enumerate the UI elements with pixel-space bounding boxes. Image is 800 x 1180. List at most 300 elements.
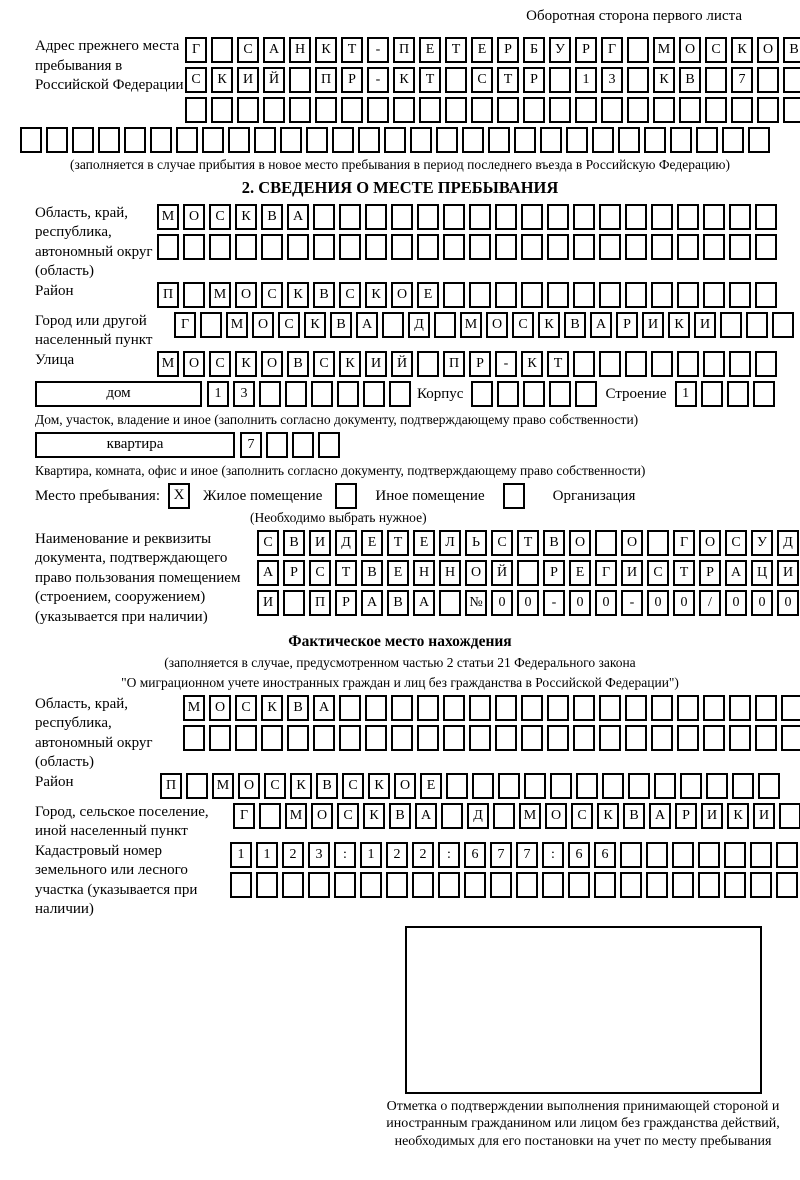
char-cell[interactable]: М [653, 37, 675, 63]
char-cell[interactable]: А [356, 312, 378, 338]
char-cell[interactable]: Т [387, 530, 409, 556]
char-cell[interactable]: : [334, 842, 356, 868]
char-cell[interactable] [495, 204, 517, 230]
char-cell[interactable] [183, 725, 205, 751]
char-cell[interactable] [259, 381, 281, 407]
char-cell[interactable] [573, 695, 595, 721]
char-cell[interactable] [283, 590, 305, 616]
char-cell[interactable] [495, 725, 517, 751]
char-cell[interactable] [339, 725, 361, 751]
char-cell[interactable] [439, 590, 461, 616]
char-cell[interactable]: И [694, 312, 716, 338]
char-cell[interactable]: Г [673, 530, 695, 556]
char-cell[interactable]: О [486, 312, 508, 338]
char-cell[interactable] [389, 381, 411, 407]
char-cell[interactable]: О [238, 773, 260, 799]
char-cell[interactable]: В [623, 803, 645, 829]
char-cell[interactable]: С [209, 351, 231, 377]
char-cell[interactable] [677, 282, 699, 308]
char-cell[interactable] [670, 127, 692, 153]
char-cell[interactable]: 0 [673, 590, 695, 616]
char-cell[interactable] [469, 234, 491, 260]
char-cell[interactable] [495, 282, 517, 308]
char-cell[interactable] [599, 725, 621, 751]
char-cell[interactable] [261, 725, 283, 751]
char-cell[interactable]: Т [419, 67, 441, 93]
char-cell[interactable] [521, 282, 543, 308]
char-cell[interactable]: 0 [647, 590, 669, 616]
char-cell[interactable] [703, 282, 725, 308]
char-cell[interactable]: А [263, 37, 285, 63]
char-cell[interactable]: Р [497, 37, 519, 63]
char-cell[interactable]: Р [543, 560, 565, 586]
char-cell[interactable] [393, 97, 415, 123]
char-cell[interactable] [469, 204, 491, 230]
char-cell[interactable] [549, 381, 571, 407]
char-cell[interactable]: 1 [207, 381, 229, 407]
char-cell[interactable] [516, 872, 538, 898]
char-cell[interactable]: Т [547, 351, 569, 377]
char-cell[interactable]: К [538, 312, 560, 338]
char-cell[interactable]: Р [283, 560, 305, 586]
char-cell[interactable]: А [413, 590, 435, 616]
char-cell[interactable]: О [757, 37, 779, 63]
char-cell[interactable] [337, 381, 359, 407]
char-cell[interactable] [724, 842, 746, 868]
char-cell[interactable] [779, 803, 800, 829]
char-cell[interactable] [755, 725, 777, 751]
char-cell[interactable] [261, 234, 283, 260]
char-cell[interactable] [209, 725, 231, 751]
char-cell[interactable] [365, 234, 387, 260]
char-cell[interactable]: 7 [490, 842, 512, 868]
char-cell[interactable]: Р [575, 37, 597, 63]
char-cell[interactable] [651, 351, 673, 377]
char-cell[interactable]: Т [445, 37, 467, 63]
char-cell[interactable] [755, 282, 777, 308]
char-cell[interactable] [547, 234, 569, 260]
char-cell[interactable] [549, 67, 571, 93]
char-cell[interactable]: В [330, 312, 352, 338]
char-cell[interactable] [703, 234, 725, 260]
char-cell[interactable] [625, 695, 647, 721]
char-cell[interactable] [547, 204, 569, 230]
char-cell[interactable] [514, 127, 536, 153]
char-cell[interactable] [469, 695, 491, 721]
char-cell[interactable]: 6 [464, 842, 486, 868]
char-cell[interactable]: : [438, 842, 460, 868]
char-cell[interactable]: Т [341, 37, 363, 63]
char-cell[interactable]: Е [419, 37, 441, 63]
char-cell[interactable] [698, 842, 720, 868]
char-cell[interactable] [417, 351, 439, 377]
char-cell[interactable]: К [368, 773, 390, 799]
char-cell[interactable]: К [235, 351, 257, 377]
char-cell[interactable] [472, 773, 494, 799]
char-cell[interactable]: Й [263, 67, 285, 93]
char-cell[interactable]: К [365, 282, 387, 308]
char-cell[interactable]: Н [289, 37, 311, 63]
char-cell[interactable] [618, 127, 640, 153]
char-cell[interactable] [776, 842, 798, 868]
char-cell[interactable] [443, 695, 465, 721]
char-cell[interactable]: О [183, 204, 205, 230]
char-cell[interactable] [315, 97, 337, 123]
char-cell[interactable]: Н [439, 560, 461, 586]
char-cell[interactable] [547, 695, 569, 721]
char-cell[interactable]: - [621, 590, 643, 616]
char-cell[interactable] [706, 773, 728, 799]
char-cell[interactable]: Г [185, 37, 207, 63]
char-cell[interactable]: Ц [751, 560, 773, 586]
char-cell[interactable] [549, 97, 571, 123]
char-cell[interactable]: С [235, 695, 257, 721]
char-cell[interactable] [651, 695, 673, 721]
char-cell[interactable]: С [705, 37, 727, 63]
char-cell[interactable] [654, 773, 676, 799]
char-cell[interactable]: И [257, 590, 279, 616]
char-cell[interactable]: 0 [751, 590, 773, 616]
char-cell[interactable]: С [309, 560, 331, 586]
char-cell[interactable]: Т [497, 67, 519, 93]
char-cell[interactable] [757, 97, 779, 123]
char-cell[interactable] [746, 312, 768, 338]
char-cell[interactable] [573, 351, 595, 377]
char-cell[interactable]: Т [517, 530, 539, 556]
char-cell[interactable]: П [160, 773, 182, 799]
char-cell[interactable] [365, 725, 387, 751]
char-cell[interactable] [646, 872, 668, 898]
char-cell[interactable] [150, 127, 172, 153]
char-cell[interactable]: О [391, 282, 413, 308]
char-cell[interactable] [360, 872, 382, 898]
char-cell[interactable]: № [465, 590, 487, 616]
char-cell[interactable]: 1 [360, 842, 382, 868]
checkbox-inoe[interactable] [335, 483, 357, 509]
char-cell[interactable]: 1 [675, 381, 697, 407]
char-cell[interactable] [594, 872, 616, 898]
char-cell[interactable] [358, 127, 380, 153]
char-cell[interactable]: С [471, 67, 493, 93]
char-cell[interactable]: - [367, 37, 389, 63]
char-cell[interactable] [750, 872, 772, 898]
char-cell[interactable] [20, 127, 42, 153]
char-cell[interactable]: Д [467, 803, 489, 829]
char-cell[interactable] [772, 312, 794, 338]
char-cell[interactable] [627, 67, 649, 93]
char-cell[interactable]: 0 [491, 590, 513, 616]
char-cell[interactable] [547, 282, 569, 308]
char-cell[interactable] [311, 381, 333, 407]
char-cell[interactable] [672, 872, 694, 898]
char-cell[interactable] [679, 97, 701, 123]
char-cell[interactable] [628, 773, 650, 799]
char-cell[interactable]: Г [601, 37, 623, 63]
char-cell[interactable] [382, 312, 404, 338]
char-cell[interactable] [417, 204, 439, 230]
char-cell[interactable]: О [545, 803, 567, 829]
char-cell[interactable]: П [157, 282, 179, 308]
char-cell[interactable]: Д [408, 312, 430, 338]
char-cell[interactable] [497, 97, 519, 123]
char-cell[interactable] [732, 773, 754, 799]
char-cell[interactable] [445, 67, 467, 93]
char-cell[interactable] [230, 872, 252, 898]
char-cell[interactable]: 0 [569, 590, 591, 616]
char-cell[interactable]: Е [471, 37, 493, 63]
char-cell[interactable] [573, 234, 595, 260]
char-cell[interactable] [550, 773, 572, 799]
char-cell[interactable] [601, 97, 623, 123]
char-cell[interactable]: С [571, 803, 593, 829]
char-cell[interactable]: 7 [731, 67, 753, 93]
char-cell[interactable] [729, 234, 751, 260]
char-cell[interactable] [417, 695, 439, 721]
char-cell[interactable]: 2 [282, 842, 304, 868]
char-cell[interactable] [124, 127, 146, 153]
char-cell[interactable] [677, 351, 699, 377]
char-cell[interactable] [391, 695, 413, 721]
char-cell[interactable] [183, 282, 205, 308]
char-cell[interactable]: И [237, 67, 259, 93]
char-cell[interactable] [235, 234, 257, 260]
char-cell[interactable]: Г [595, 560, 617, 586]
char-cell[interactable] [495, 695, 517, 721]
char-cell[interactable] [292, 432, 314, 458]
char-cell[interactable] [363, 381, 385, 407]
char-cell[interactable]: К [668, 312, 690, 338]
char-cell[interactable]: В [287, 695, 309, 721]
char-cell[interactable]: П [393, 37, 415, 63]
char-cell[interactable] [755, 695, 777, 721]
char-cell[interactable]: Т [673, 560, 695, 586]
char-cell[interactable] [651, 725, 673, 751]
char-cell[interactable] [748, 127, 770, 153]
char-cell[interactable]: С [313, 351, 335, 377]
char-cell[interactable] [620, 872, 642, 898]
char-cell[interactable] [758, 773, 780, 799]
char-cell[interactable]: В [361, 560, 383, 586]
char-cell[interactable]: Г [233, 803, 255, 829]
char-cell[interactable]: А [287, 204, 309, 230]
char-cell[interactable] [391, 204, 413, 230]
char-cell[interactable] [703, 725, 725, 751]
char-cell[interactable] [443, 282, 465, 308]
char-cell[interactable] [599, 282, 621, 308]
char-cell[interactable]: О [394, 773, 416, 799]
char-cell[interactable]: А [590, 312, 612, 338]
char-cell[interactable]: Б [523, 37, 545, 63]
char-cell[interactable] [566, 127, 588, 153]
char-cell[interactable] [98, 127, 120, 153]
char-cell[interactable] [731, 97, 753, 123]
char-cell[interactable] [488, 127, 510, 153]
char-cell[interactable]: К [393, 67, 415, 93]
char-cell[interactable]: К [287, 282, 309, 308]
char-cell[interactable] [677, 695, 699, 721]
char-cell[interactable] [705, 67, 727, 93]
char-cell[interactable]: 0 [595, 590, 617, 616]
char-cell[interactable] [568, 872, 590, 898]
char-cell[interactable] [729, 204, 751, 230]
char-cell[interactable] [334, 872, 356, 898]
char-cell[interactable]: 2 [386, 842, 408, 868]
char-cell[interactable]: А [415, 803, 437, 829]
char-cell[interactable] [672, 842, 694, 868]
char-cell[interactable] [677, 234, 699, 260]
char-cell[interactable]: К [597, 803, 619, 829]
char-cell[interactable]: В [283, 530, 305, 556]
char-cell[interactable]: Р [616, 312, 638, 338]
char-cell[interactable] [575, 97, 597, 123]
char-cell[interactable] [757, 67, 779, 93]
char-cell[interactable] [521, 204, 543, 230]
char-cell[interactable] [417, 234, 439, 260]
char-cell[interactable] [521, 725, 543, 751]
char-cell[interactable]: 7 [240, 432, 262, 458]
char-cell[interactable]: О [183, 351, 205, 377]
char-cell[interactable]: И [642, 312, 664, 338]
char-cell[interactable] [729, 725, 751, 751]
char-cell[interactable] [259, 803, 281, 829]
char-cell[interactable]: С [278, 312, 300, 338]
char-cell[interactable] [592, 127, 614, 153]
char-cell[interactable] [524, 773, 546, 799]
char-cell[interactable] [781, 725, 800, 751]
char-cell[interactable]: Е [361, 530, 383, 556]
char-cell[interactable]: 1 [575, 67, 597, 93]
char-cell[interactable]: / [699, 590, 721, 616]
char-cell[interactable] [211, 37, 233, 63]
char-cell[interactable] [469, 725, 491, 751]
char-cell[interactable] [237, 97, 259, 123]
char-cell[interactable]: О [465, 560, 487, 586]
char-cell[interactable] [285, 381, 307, 407]
char-cell[interactable] [575, 381, 597, 407]
char-cell[interactable]: - [367, 67, 389, 93]
char-cell[interactable] [287, 725, 309, 751]
char-cell[interactable]: К [521, 351, 543, 377]
char-cell[interactable]: С [264, 773, 286, 799]
char-cell[interactable]: М [226, 312, 248, 338]
char-cell[interactable]: Р [469, 351, 491, 377]
char-cell[interactable]: Р [699, 560, 721, 586]
char-cell[interactable]: К [211, 67, 233, 93]
char-cell[interactable] [186, 773, 208, 799]
char-cell[interactable]: Р [341, 67, 363, 93]
char-cell[interactable] [573, 204, 595, 230]
char-cell[interactable] [755, 351, 777, 377]
char-cell[interactable] [434, 312, 456, 338]
char-cell[interactable] [755, 234, 777, 260]
char-cell[interactable] [573, 282, 595, 308]
char-cell[interactable] [410, 127, 432, 153]
char-cell[interactable]: Е [420, 773, 442, 799]
char-cell[interactable]: К [363, 803, 385, 829]
char-cell[interactable]: С [725, 530, 747, 556]
char-cell[interactable]: К [653, 67, 675, 93]
char-cell[interactable] [72, 127, 94, 153]
char-cell[interactable]: О [209, 695, 231, 721]
char-cell[interactable] [441, 803, 463, 829]
char-cell[interactable] [464, 872, 486, 898]
char-cell[interactable] [521, 695, 543, 721]
char-cell[interactable] [443, 234, 465, 260]
char-cell[interactable] [599, 351, 621, 377]
char-cell[interactable]: Р [675, 803, 697, 829]
char-cell[interactable] [755, 204, 777, 230]
char-cell[interactable]: 3 [233, 381, 255, 407]
char-cell[interactable] [339, 234, 361, 260]
char-cell[interactable]: С [342, 773, 364, 799]
char-cell[interactable] [417, 725, 439, 751]
char-cell[interactable] [653, 97, 675, 123]
char-cell[interactable] [727, 381, 749, 407]
char-cell[interactable]: И [309, 530, 331, 556]
char-cell[interactable] [443, 725, 465, 751]
char-cell[interactable] [46, 127, 68, 153]
char-cell[interactable] [289, 67, 311, 93]
char-cell[interactable] [542, 872, 564, 898]
char-cell[interactable] [308, 872, 330, 898]
char-cell[interactable] [391, 234, 413, 260]
char-cell[interactable]: П [309, 590, 331, 616]
char-cell[interactable] [471, 97, 493, 123]
char-cell[interactable] [627, 97, 649, 123]
char-cell[interactable]: 3 [601, 67, 623, 93]
char-cell[interactable] [445, 97, 467, 123]
char-cell[interactable]: Д [777, 530, 799, 556]
char-cell[interactable]: В [389, 803, 411, 829]
char-cell[interactable] [280, 127, 302, 153]
char-cell[interactable] [521, 234, 543, 260]
char-cell[interactable]: О [699, 530, 721, 556]
char-cell[interactable] [620, 842, 642, 868]
char-cell[interactable]: С [209, 204, 231, 230]
char-cell[interactable]: 7 [516, 842, 538, 868]
char-cell[interactable] [436, 127, 458, 153]
char-cell[interactable] [781, 695, 800, 721]
char-cell[interactable] [254, 127, 276, 153]
char-cell[interactable]: И [365, 351, 387, 377]
char-cell[interactable] [547, 725, 569, 751]
char-cell[interactable]: С [257, 530, 279, 556]
char-cell[interactable]: 1 [256, 842, 278, 868]
char-cell[interactable]: О [261, 351, 283, 377]
char-cell[interactable] [599, 695, 621, 721]
char-cell[interactable] [287, 234, 309, 260]
char-cell[interactable]: - [495, 351, 517, 377]
char-cell[interactable]: С [261, 282, 283, 308]
char-cell[interactable]: С [512, 312, 534, 338]
char-cell[interactable]: А [313, 695, 335, 721]
char-cell[interactable] [289, 97, 311, 123]
char-cell[interactable]: 0 [517, 590, 539, 616]
char-cell[interactable]: О [679, 37, 701, 63]
char-cell[interactable]: 0 [777, 590, 799, 616]
char-cell[interactable] [176, 127, 198, 153]
char-cell[interactable] [185, 97, 207, 123]
char-cell[interactable]: О [235, 282, 257, 308]
char-cell[interactable] [750, 842, 772, 868]
char-cell[interactable] [703, 695, 725, 721]
char-cell[interactable] [471, 381, 493, 407]
char-cell[interactable] [306, 127, 328, 153]
char-cell[interactable]: С [185, 67, 207, 93]
char-cell[interactable]: Й [391, 351, 413, 377]
char-cell[interactable]: Е [417, 282, 439, 308]
char-cell[interactable]: К [290, 773, 312, 799]
